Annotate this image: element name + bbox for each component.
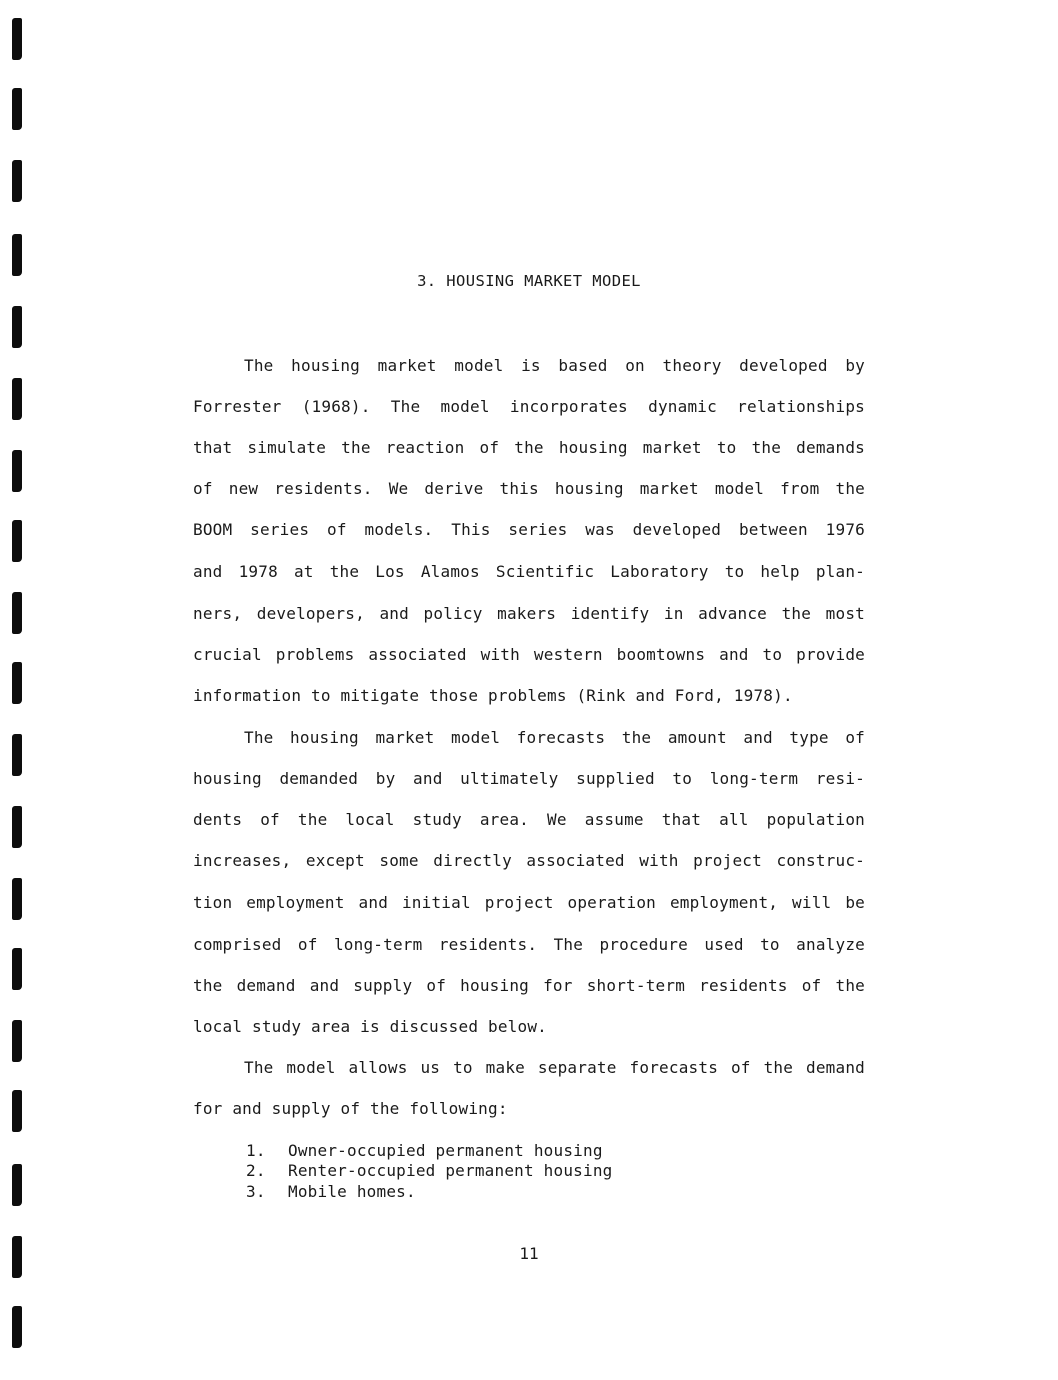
list-item-text: Owner-occupied permanent housing — [288, 1141, 603, 1160]
text-line: The housing market model is based on theory developed by — [244, 356, 865, 375]
text-line: BOOM series of models. This series was developed between 1976 — [193, 520, 865, 539]
text-line: the demand and supply of housing for short-term residents of the — [193, 976, 865, 995]
list-item-number: 3. — [246, 1182, 266, 1201]
list-item-number: 2. — [246, 1161, 266, 1180]
text-line: The housing market model forecasts the amount and type of — [244, 728, 865, 747]
text-line: information to mitigate those problems (Rink and Ford, 1978). — [193, 686, 793, 705]
text-line: local study area is discussed below. — [193, 1017, 547, 1036]
binding-hole — [12, 592, 22, 634]
text-line: of new residents. We derive this housing market model from the — [193, 479, 865, 498]
list-item — [246, 1141, 603, 1161]
binding-hole — [12, 450, 22, 492]
list-item — [246, 1161, 612, 1181]
binding-hole — [12, 734, 22, 776]
text-line: crucial problems associated with western boomtowns and to provide — [193, 645, 865, 664]
text-line: dents of the local study area. We assume that all population — [193, 810, 865, 829]
list-item-text: Renter-occupied permanent housing — [288, 1161, 613, 1180]
binding-hole — [12, 520, 22, 562]
binding-hole — [12, 306, 22, 348]
text-line: tion employment and initial project operation employment, will be — [193, 893, 865, 912]
binding-hole — [12, 234, 22, 276]
binding-hole — [12, 1020, 22, 1062]
text-line: ners, developers, and policy makers identify in advance the most — [193, 604, 865, 623]
text-line: housing demanded by and ultimately supplied to long-term resi- — [193, 769, 865, 788]
binding-hole — [12, 948, 22, 990]
text-line: The model allows us to make separate forecasts of the demand — [244, 1058, 865, 1077]
binding-hole — [12, 160, 22, 202]
binding-hole — [12, 378, 22, 420]
binding-hole — [12, 88, 22, 130]
binding-hole — [12, 1090, 22, 1132]
text-line: comprised of long-term residents. The procedure used to analyze — [193, 935, 865, 954]
binding-hole — [12, 1306, 22, 1348]
binding-hole — [12, 806, 22, 848]
page-number: 11 — [519, 1244, 539, 1263]
text-line: and 1978 at the Los Alamos Scientific Laboratory to help plan- — [193, 562, 865, 581]
text-line: for and supply of the following: — [193, 1099, 508, 1118]
text-line: that simulate the reaction of the housing market to the demands — [193, 438, 865, 457]
binding-hole — [12, 1164, 22, 1206]
binding-hole — [12, 18, 22, 60]
text-line: increases, except some directly associated with project construc- — [193, 851, 865, 870]
list-item — [246, 1182, 416, 1202]
text-line: Forrester (1968). The model incorporates dynamic relationships — [193, 397, 865, 416]
list-item-text: Mobile homes. — [288, 1182, 416, 1201]
binding-hole — [12, 878, 22, 920]
list-item-number: 1. — [246, 1141, 266, 1160]
section-heading: 3. HOUSING MARKET MODEL — [417, 272, 641, 290]
binding-hole — [12, 662, 22, 704]
